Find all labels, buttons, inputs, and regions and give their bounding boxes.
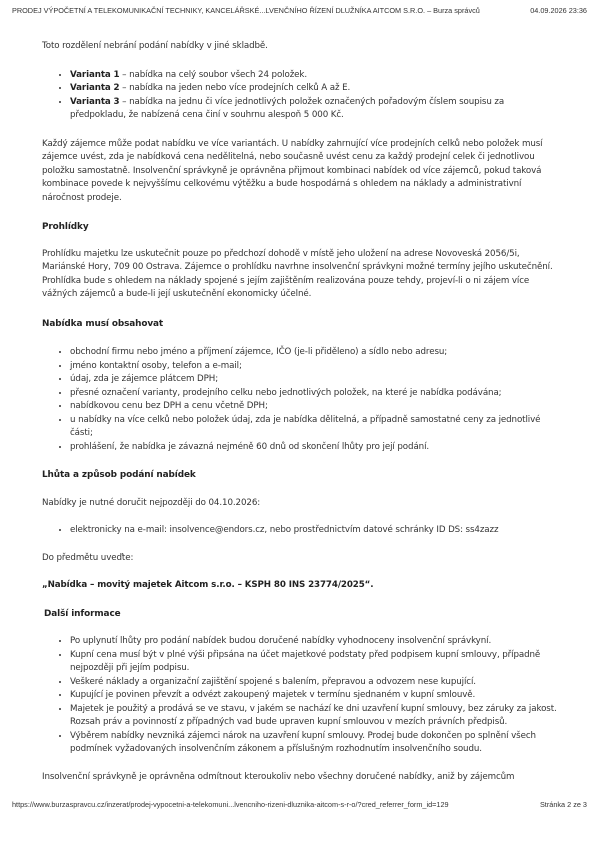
list-item: • elektronicky na e-mail: insolvence@endors.cz, nebo prostřednictvím datové schránky ID DS: ss4zazz <box>70 524 562 538</box>
variants-paragraph: Každý zájemce může podat nabídku ve více variantách. U nabídky zahrnující více prodejních celků nebo položek musí zájemce uvést, zda je nabídková cena nedělitelná, nebo současně uvést cenu za každý prodejní celek či jednotlivou položku samostatně. Insolvenční správkyně je oprávněna přijmout kombinaci nabídek od více zájemců, pokud taková kombinace povede k nejvyššímu celkovému výtěžku a bude hospodárná s ohledem na náklady a administrativní náročnost prodeje. <box>42 138 543 203</box>
list-item: • nabídkovou cenu bez DPH a cenu včetně DPH; <box>70 400 562 414</box>
subject-label: Do předmětu uveďte: <box>42 552 134 563</box>
list-item: • obchodní firmu nebo jméno a příjmení zájemce, IČO (je-li přiděleno) a sídlo nebo adresu; <box>70 346 562 360</box>
list-item <box>70 82 562 96</box>
variant-name: Varianta 2 <box>70 83 120 93</box>
section-heading: Lhůta a způsob podání nabídek <box>42 470 196 480</box>
variant-text: – nabídka na jednu či více jednotlivých položek označených pořadovým číslem soupisu za předpokladu, že nabízená cena činí v souhrnu alespoň 5 000 Kč. <box>70 96 505 120</box>
deadline-paragraph: Nabídky je nutné doručit nejpozději do 04.10.2026: <box>42 497 261 508</box>
subject-text <box>42 579 562 593</box>
subject-value: „Nabídka – movitý majetek Aitcom s.r.o. – KSPH 80 INS 23774/2025“. <box>42 580 374 590</box>
section-heading: Nabídka musí obsahovat <box>42 318 164 329</box>
more-info-list <box>42 635 562 757</box>
page-number: Stránka 2 ze 3 <box>539 800 587 809</box>
list-item: • u nabídky na více celků nebo položek údaj, zda je nabídka dělitelná, a případně samostatné ceny za jednotlivé části; <box>70 414 562 441</box>
list-item <box>70 96 562 123</box>
list-item: • prohlášení, že nabídka je závazná nejméně 60 dnů od skončení lhůty pro její podání. <box>70 441 562 455</box>
list-item: • jméno kontaktní osoby, telefon a e-mail; <box>70 360 562 374</box>
print-footer <box>12 800 587 809</box>
list-item: • Výběrem nabídky nevzniká zájemci nárok na uzavření kupní smlouvy. Prodej bude dokončen po splnění všech podmínek vyžadovaných insolvenčním zákonem a příslušným rozhodnutím insolvenčního soudu. <box>70 730 562 757</box>
variant-name: Varianta 3 <box>70 96 120 107</box>
print-header-title: PRODEJ VÝPOČETNÍ A TELEKOMUNIKAČNÍ TECHNIKY, KANCELÁŘSKÉ...LVENČNÍHO ŘÍZENÍ DLUŽNÍKA AITCOM S.R.O. – Burza správců <box>12 6 480 15</box>
page-url: https://www.burzaspravcu.cz/inzerat/prodej-vypocetni-a-telekomuni...lvencniho-rizeni-dluznika-aitcom-s-r-o/?cred_referrer_form_id=129 <box>12 800 449 809</box>
variant-name: Varianta 1 <box>70 69 120 80</box>
page-content <box>42 40 562 784</box>
viewing-paragraph: Prohlídku majetku lze uskutečnit pouze po předchozí dohodě v místě jeho uložení na adrese Novoveská 2056/5i, Mariánské Hory, 709 00 Ostrava. Zájemce o prohlídku navrhne insolvenční správkyni možné termíny jejího uskutečnění. Prohlídka bude s ohledem na náklady spojené s jejím zajištěním realizována pouze tehdy, projeví-li o ni zájem více vážných zájemců a bude-li její uskutečnění ekonomicky účelné. <box>42 248 553 299</box>
closing-paragraph: Insolvenční správkyně je oprávněna odmítnout kteroukoliv nebo všechny doručené nabídky, aniž by zájemcům <box>42 771 515 782</box>
list-item: • Po uplynutí lhůty pro podání nabídek budou doručené nabídky vyhodnoceny insolvenční správkyní. <box>70 635 562 649</box>
list-item: • údaj, zda je zájemce plátcem DPH; <box>70 373 562 387</box>
print-header-datetime: 04.09.2026 23:36 <box>530 6 587 15</box>
variants-list <box>42 69 562 123</box>
section-heading: Další informace <box>44 608 121 619</box>
contents-list <box>42 346 562 454</box>
section-heading: Prohlídky <box>42 222 89 232</box>
list-item: • přesné označení varianty, prodejního celku nebo jednotlivých položek, na které je nabídka podávána; <box>70 387 562 401</box>
list-item: • Kupní cena musí být v plné výši připsána na účet majetkové podstaty před podpisem kupní smlouvy, případně nejpozději při jejím podpisu. <box>70 649 562 676</box>
intro-text: Toto rozdělení nebrání podání nabídky v jiné skladbě. <box>42 41 268 51</box>
print-header <box>12 6 587 15</box>
variant-text: – nabídka na jeden nebo více prodejních celků A až E. <box>119 83 351 93</box>
variant-text: – nabídka na celý soubor všech 24 položek. <box>119 69 307 80</box>
delivery-list <box>42 524 562 538</box>
list-item: • Veškeré náklady a organizační zajištění spojené s balením, přepravou a odvozem nese kupující. <box>70 676 562 690</box>
list-item: • Kupující je povinen převzít a odvézt zakoupený majetek v termínu sjednaném v kupní smlouvě. <box>70 689 562 703</box>
list-item: • Majetek je použitý a prodává se ve stavu, v jakém se nachází ke dni uzavření kupní smlouvy, bez záruky za jakost. Rozsah práv a povinností z případných vad bude upraven kupní smlouvou v mezích právních předpisů. <box>70 703 562 730</box>
list-item <box>70 69 562 83</box>
